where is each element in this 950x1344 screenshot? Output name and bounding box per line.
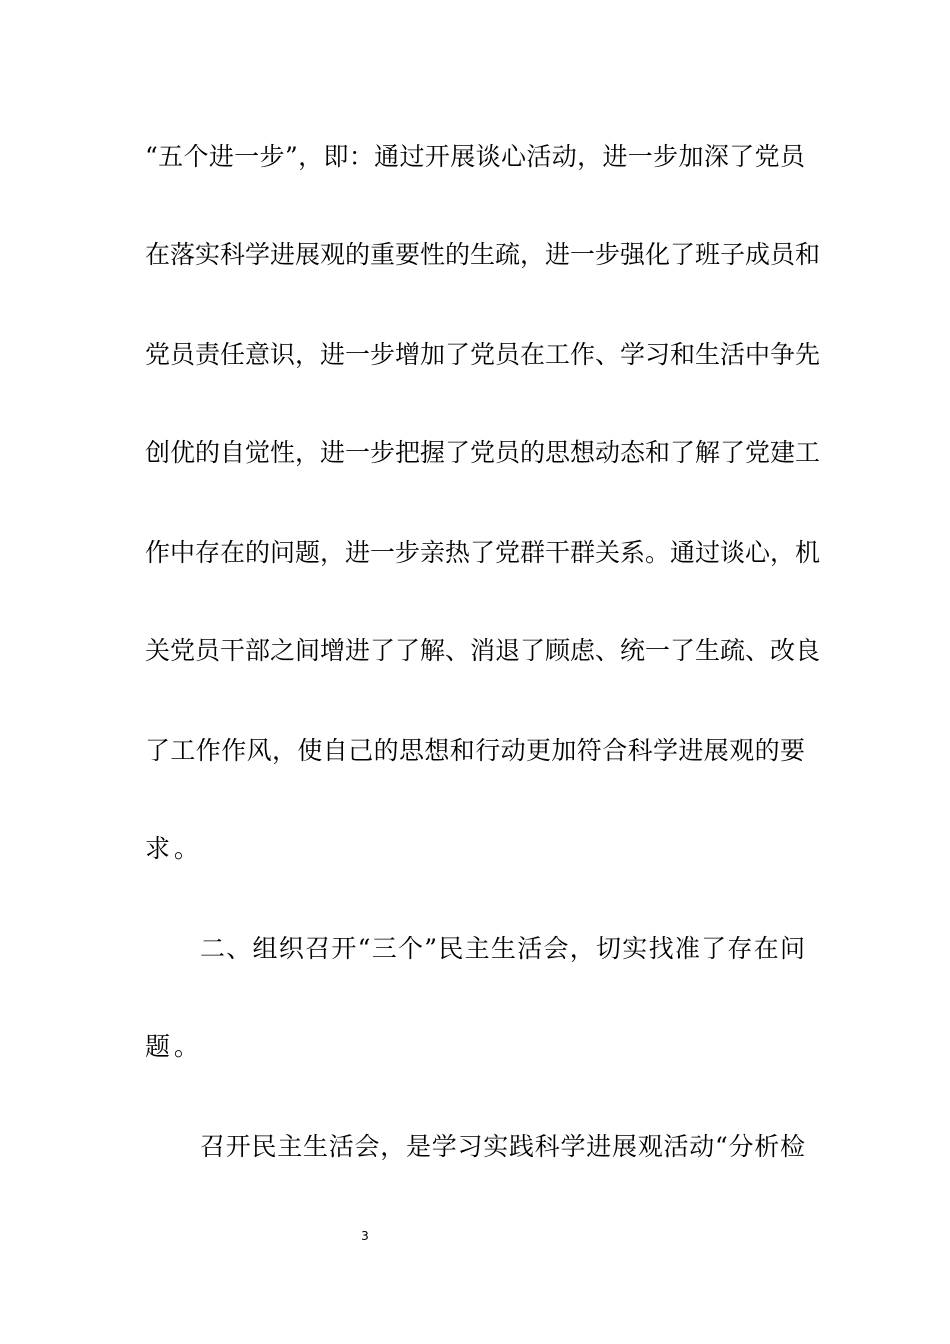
page-number: 3	[361, 1229, 369, 1243]
body-text-line-1: “五个进一步”，即：通过开展谈心活动，进一步加深了党员	[145, 142, 805, 171]
body-text-line-6: 关党员干部之间增进了了解、消退了顾虑、统一了生疏、改良	[145, 636, 821, 665]
body-text-line-2: 在落实科学进展观的重要性的生疏，进一步强化了班子成员和	[145, 240, 821, 269]
section-heading-line-2: 题。	[145, 1032, 203, 1061]
body-text-line-8: 求。	[145, 834, 203, 863]
body-text-line-4: 创优的自觉性，进一步把握了党员的思想动态和了解了党建工	[145, 438, 821, 467]
body-text-line-5: 作中存在的问题，进一步亲热了党群干群关系。通过谈心，机	[145, 538, 821, 567]
body-text-line-3: 党员责任意识，进一步增加了党员在工作、学习和生活中争先	[145, 340, 821, 369]
body-text-line-7: 了工作作风，使自己的思想和行动更加符合科学进展观的要	[145, 736, 805, 765]
body-text-line-9: 召开民主生活会，是学习实践科学进展观活动“分析检	[200, 1132, 805, 1161]
section-heading-line-1: 二、组织召开“三个”民主生活会，切实找准了存在问	[200, 934, 805, 963]
